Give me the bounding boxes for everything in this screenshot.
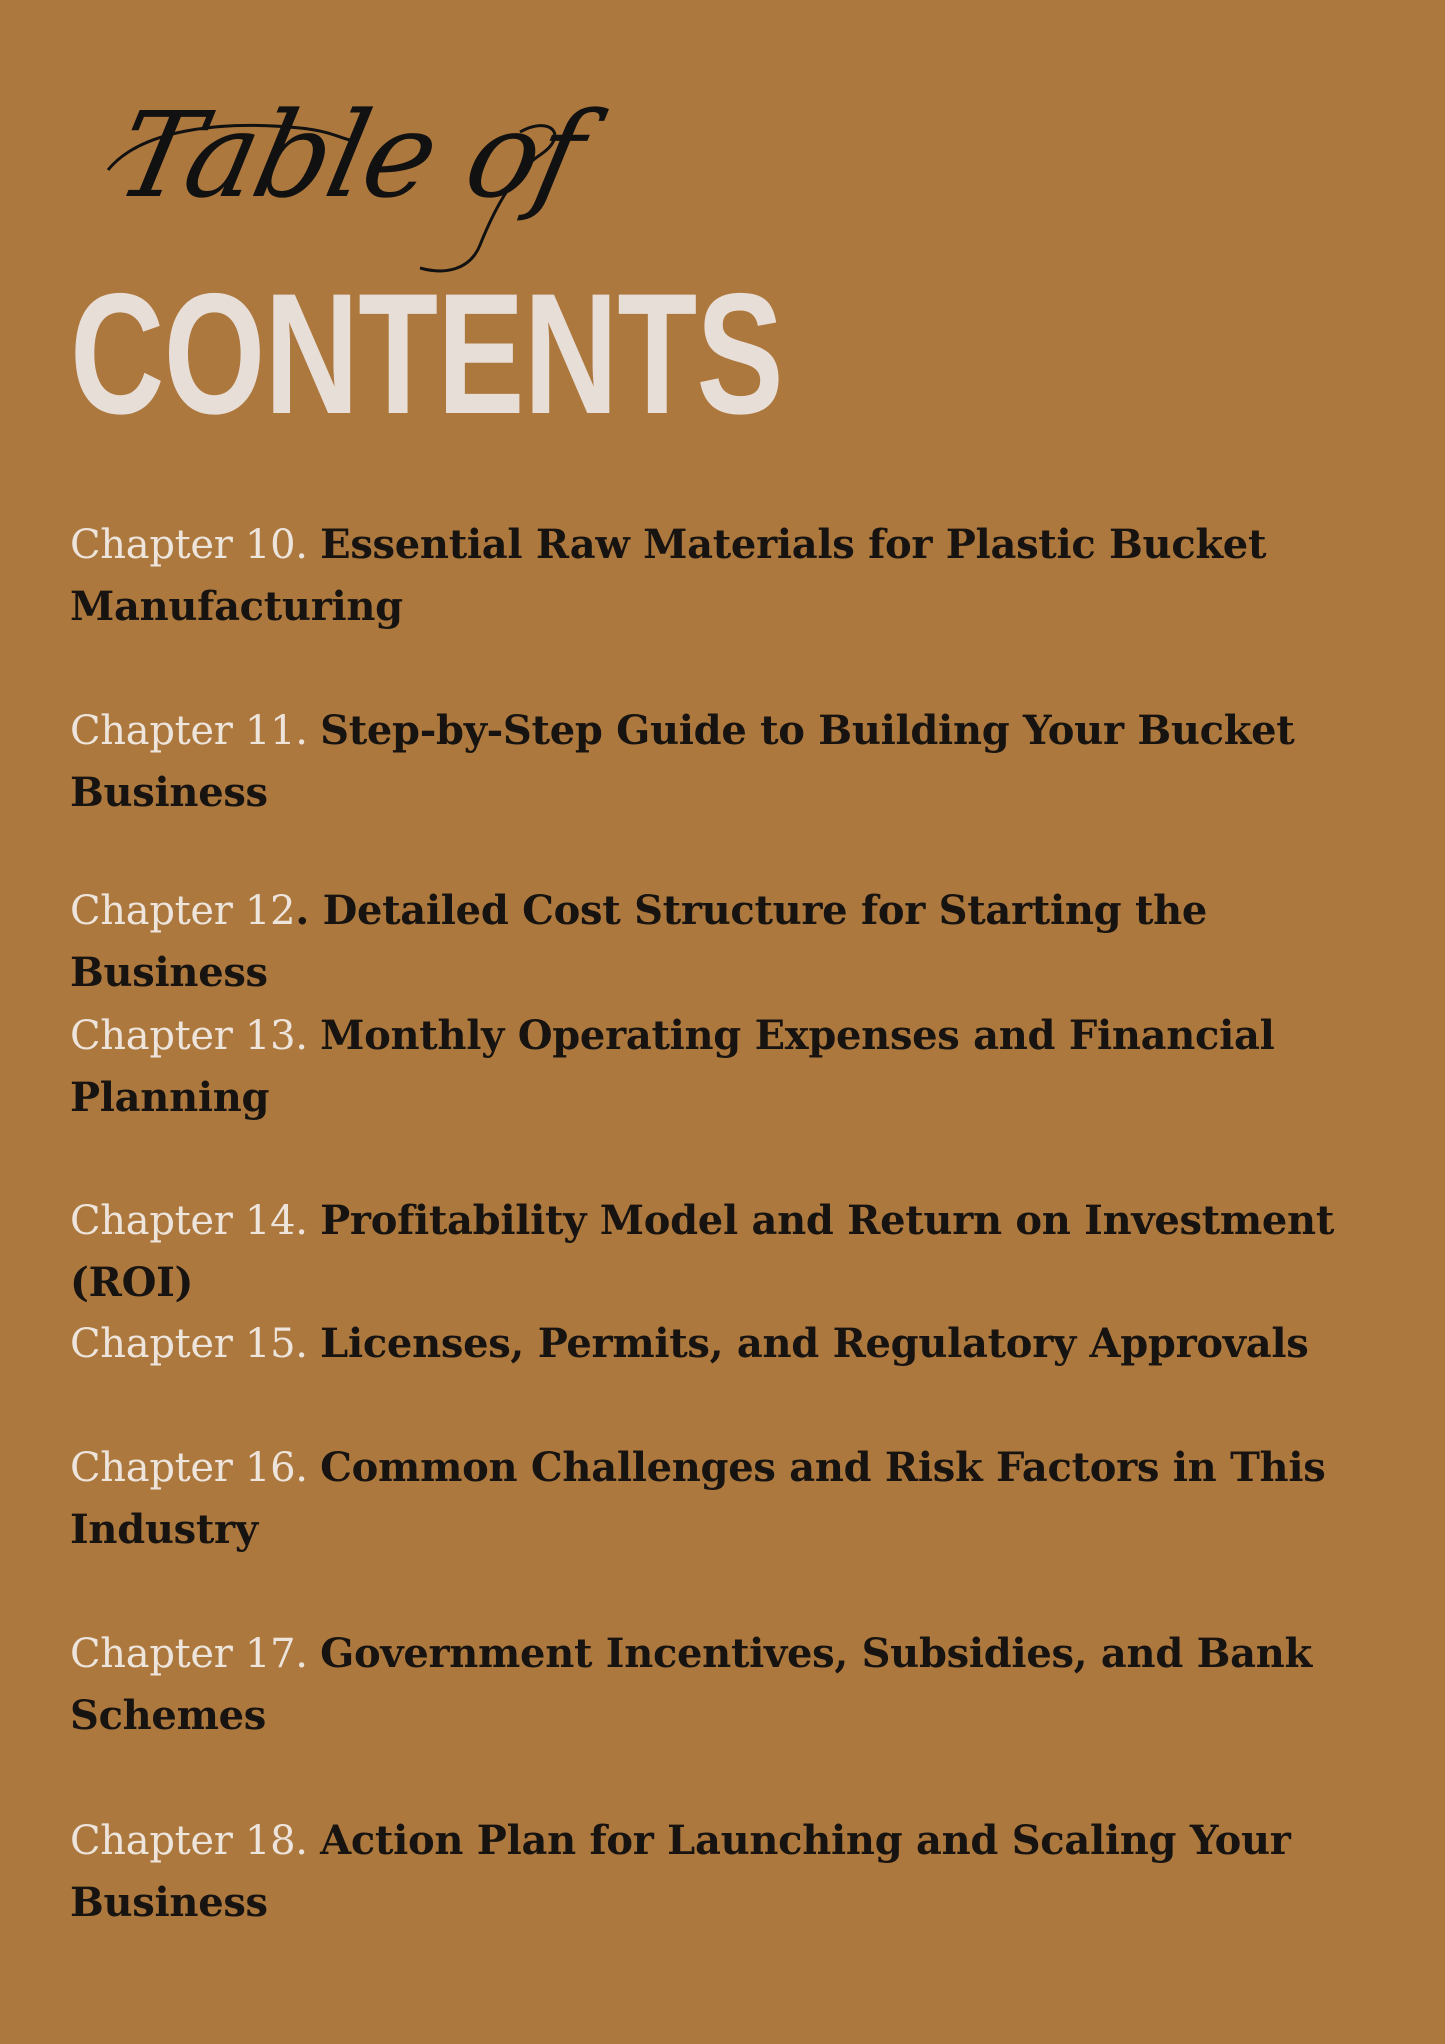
chapter-entry (70, 1623, 1410, 1747)
chapter-entry (70, 514, 1410, 638)
chapter-number: Chapter 16. (70, 1445, 308, 1491)
chapter-title: Profitability Model and Return on Investment (ROI) (70, 1197, 1334, 1306)
chapter-number: Chapter 14. (70, 1198, 308, 1244)
chapter-title: Monthly Operating Expenses and Financial Planning (70, 1012, 1275, 1121)
main-heading: CONTENTS (70, 258, 783, 450)
chapter-number: Chapter 18. (70, 1818, 308, 1864)
chapter-number: Chapter 17. (70, 1631, 308, 1677)
chapter-title: Action Plan for Launching and Scaling Your Business (70, 1817, 1291, 1926)
chapter-entry (70, 1313, 1410, 1375)
chapter-entry (70, 700, 1410, 824)
chapter-number: Chapter 15. (70, 1321, 308, 1367)
chapter-entry (70, 1437, 1410, 1561)
chapter-entry (70, 1810, 1410, 1934)
chapter-title: Government Incentives, Subsidies, and Bank Schemes (70, 1630, 1312, 1739)
chapter-title: Licenses, Permits, and Regulatory Approvals (320, 1320, 1309, 1367)
script-swash-decoration (100, 110, 570, 275)
chapter-title: Common Challenges and Risk Factors in This Industry (70, 1444, 1326, 1553)
chapter-entry (70, 880, 1410, 1004)
chapter-entry (70, 1190, 1410, 1314)
chapter-number: Chapter 13. (70, 1013, 308, 1059)
chapter-title: Essential Raw Materials for Plastic Bucket Manufacturing (70, 521, 1267, 630)
chapter-number: Chapter 11. (70, 708, 308, 754)
chapter-entry (70, 1005, 1410, 1129)
chapter-number: Chapter 10. (70, 522, 308, 568)
script-heading: Table of (105, 86, 595, 224)
chapter-title: Step-by-Step Guide to Building Your Bucket Business (70, 707, 1295, 816)
chapter-number: Chapter 12 (70, 888, 296, 934)
chapter-title: . Detailed Cost Structure for Starting the Business (70, 887, 1208, 996)
